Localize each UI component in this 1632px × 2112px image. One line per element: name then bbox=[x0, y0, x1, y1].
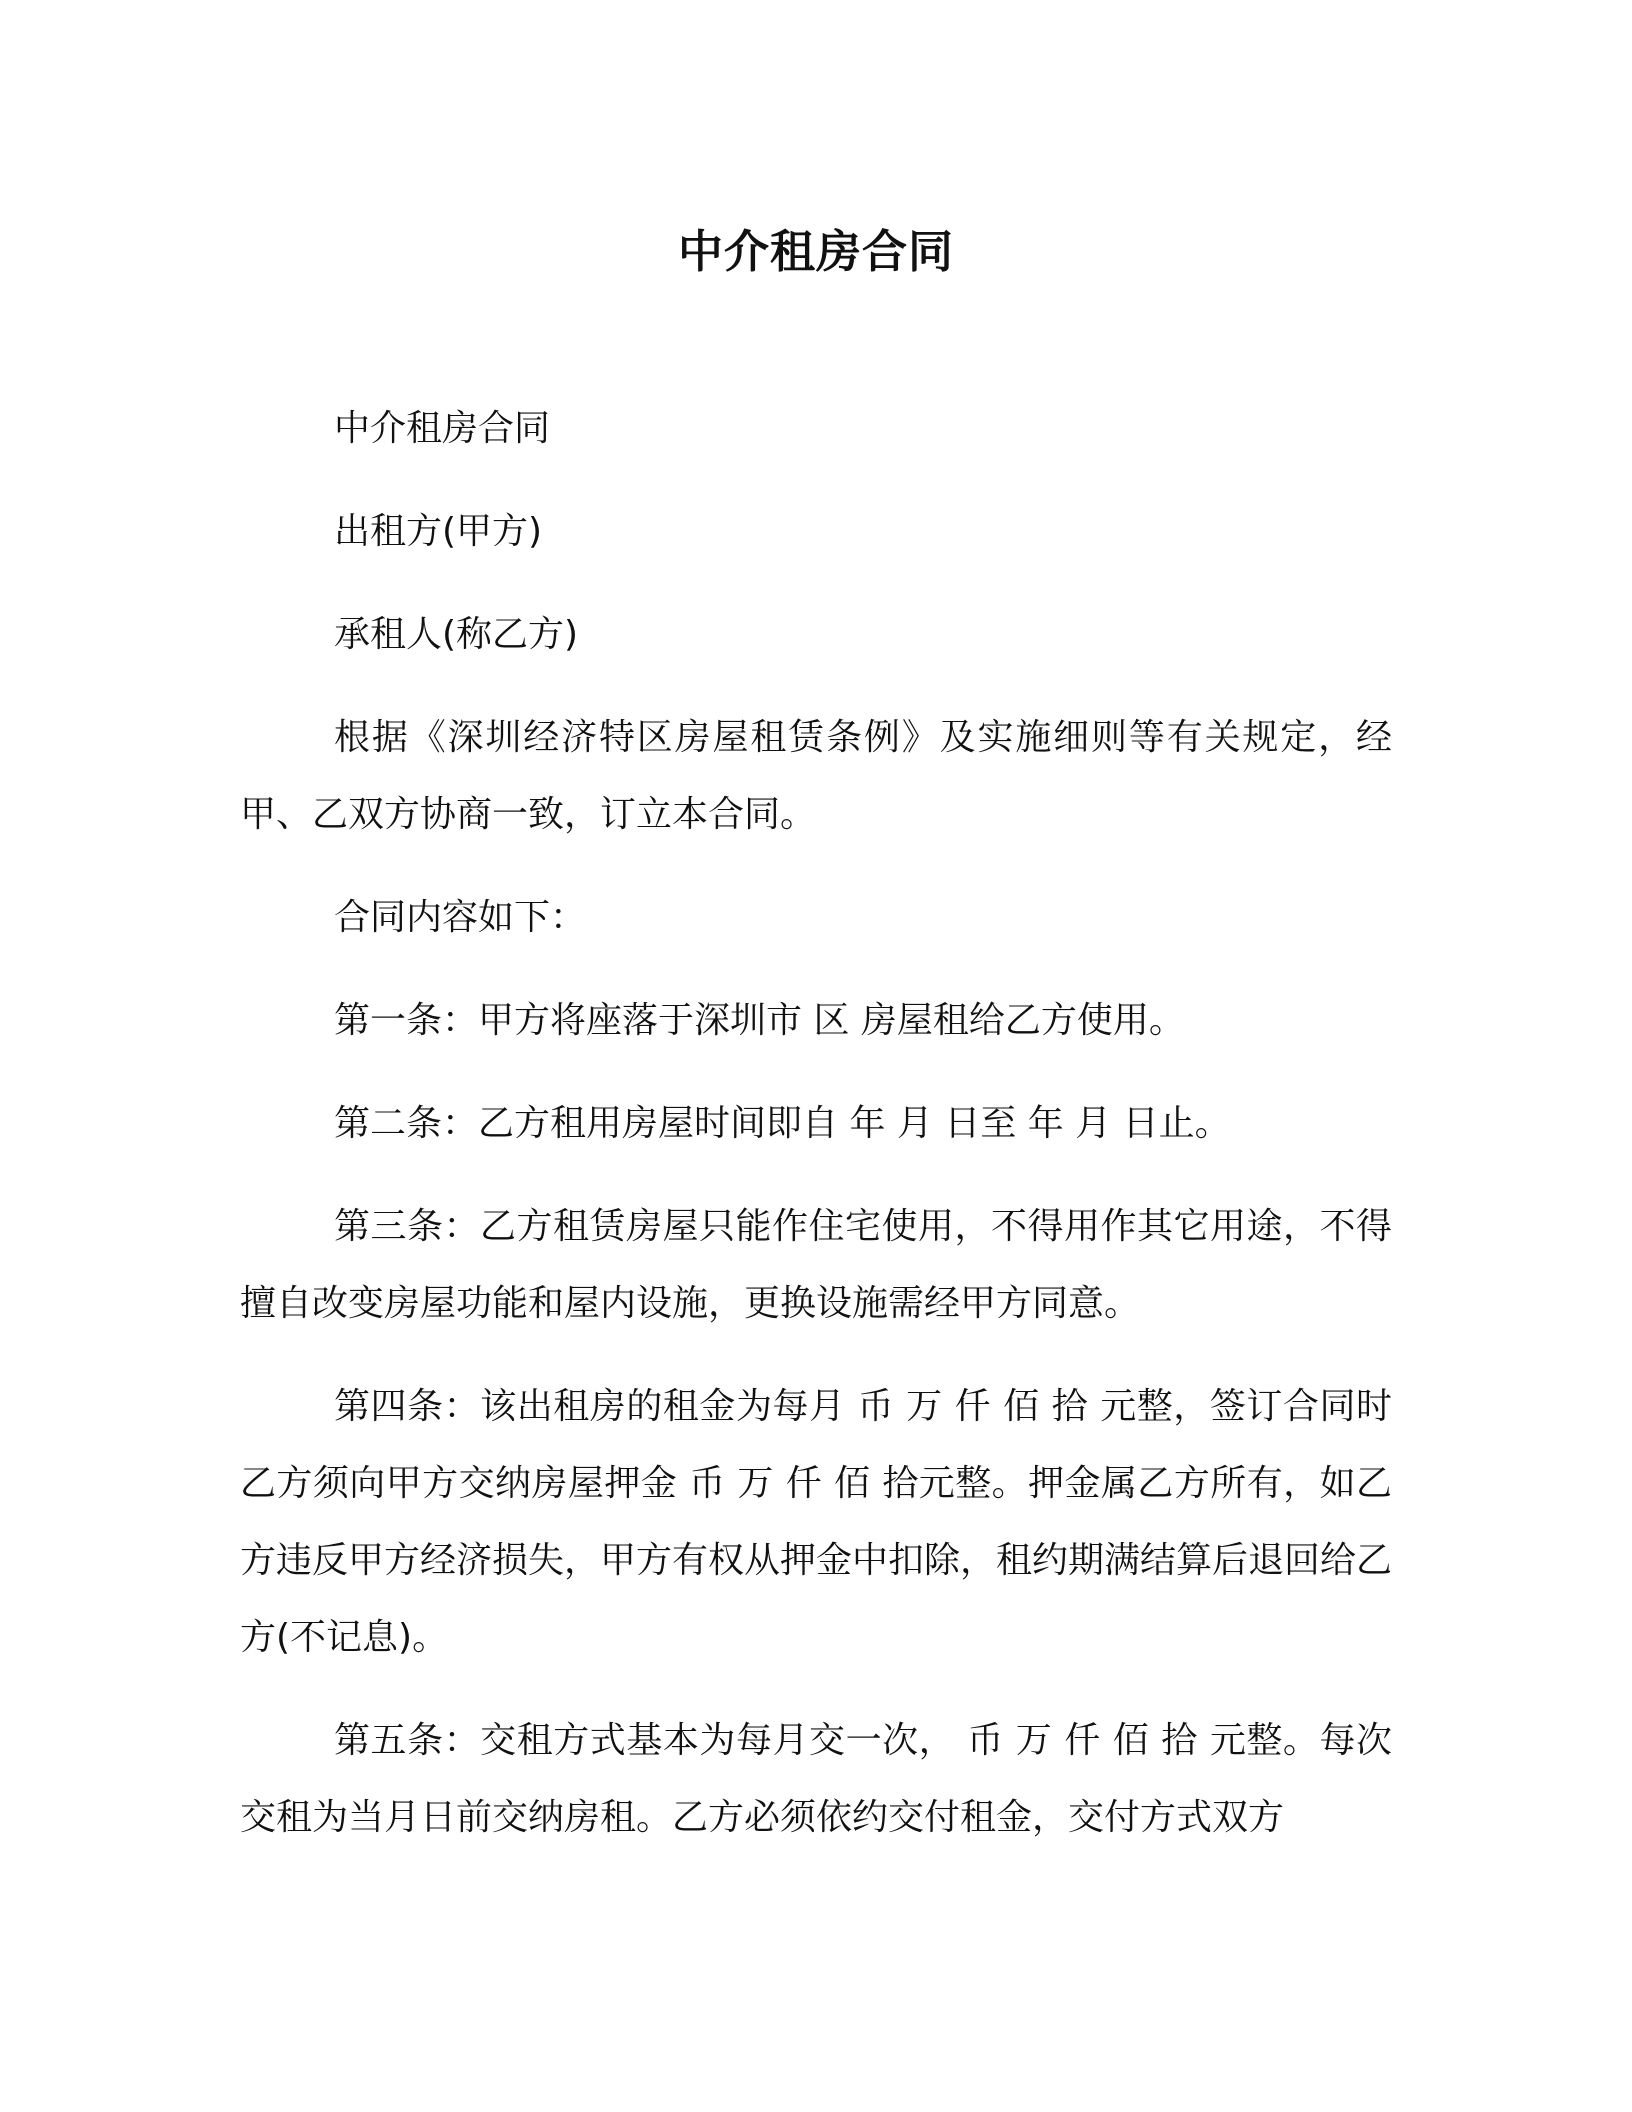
paragraph-lessee: 承租人(称乙方) bbox=[334, 614, 579, 655]
paragraph-preamble: 根据《深圳经济特区房屋租赁条例》及实施细则等有关规定，经甲、乙双方协商一致，订立本合同。 bbox=[240, 717, 1392, 835]
paragraph-article-2: 第二条：乙方租用房屋时间即自 年 月 日至 年 月 日止。 bbox=[334, 1103, 1231, 1144]
paragraph-article-3: 第三条：乙方租赁房屋只能作住宅使用，不得用作其它用途，不得擅自改变房屋功能和屋内设施，更换设施需经甲方同意。 bbox=[240, 1206, 1392, 1324]
document-title: 中介租房合同 bbox=[677, 225, 954, 278]
paragraph-lessor: 出租方(甲方) bbox=[334, 511, 543, 552]
paragraph-contents-intro: 合同内容如下： bbox=[334, 897, 587, 938]
paragraph-article-5: 第五条：交租方式基本为每月交一次， 币 万 仟 佰 拾 元整。每次交租为当月日前交纳房租。乙方必须依约交付租金，交付方式双方 bbox=[240, 1720, 1392, 1838]
paragraph-article-1: 第一条：甲方将座落于深圳市 区 房屋租给乙方使用。 bbox=[334, 1000, 1185, 1041]
paragraph-article-4: 第四条：该出租房的租金为每月 币 万 仟 佰 拾 元整，签订合同时乙方须向甲方交纳房屋押金 币 万 仟 佰 拾元整。押金属乙方所有，如乙方违反甲方经济损失，甲方有权从押金中扣除，租约期满结算后退回给乙方(不记息)。 bbox=[240, 1386, 1393, 1658]
document-body bbox=[240, 390, 1392, 1882]
paragraph-heading: 中介租房合同 bbox=[334, 408, 551, 449]
